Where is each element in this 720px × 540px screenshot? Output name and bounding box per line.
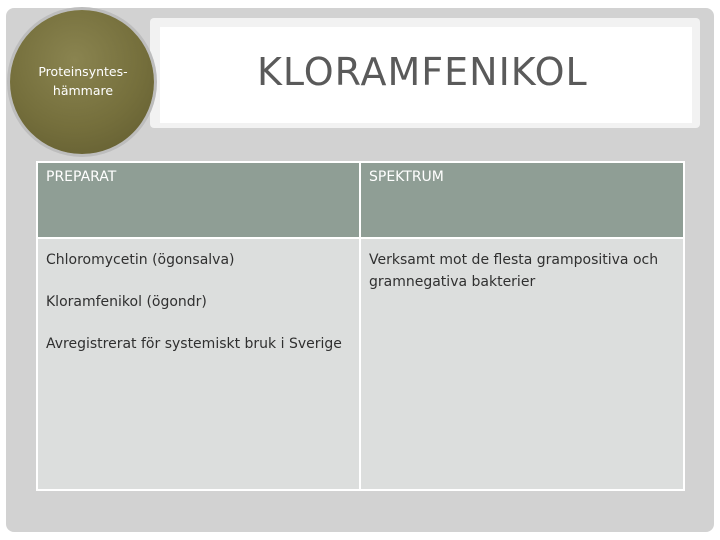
drug-table	[36, 161, 685, 491]
drug-form: (ögonsalva)	[152, 252, 235, 268]
spektrum-cell	[360, 238, 684, 490]
header-spektrum: SPEKTRUM	[360, 162, 684, 238]
drug-name: Kloramfenikol	[46, 294, 142, 310]
drug-form: (ögondr)	[146, 294, 207, 310]
slide-title: KLORAMFENIKOL	[257, 50, 588, 94]
list-item	[46, 291, 351, 313]
note-text: Avregistrerat för systemiskt bruk i Sverige	[46, 336, 342, 352]
drug-name: Chloromycetin	[46, 252, 148, 268]
preparat-cell	[37, 238, 360, 490]
spektrum-text: Verksamt mot de flesta grampositiva och gramnegativa bakterier	[369, 252, 659, 290]
table-header-row	[37, 162, 684, 238]
list-item	[46, 333, 351, 355]
header-preparat: PREPARAT	[37, 162, 360, 238]
list-item	[46, 249, 351, 271]
table-row	[37, 238, 684, 490]
category-badge-label: Proteinsyntes-hämmare	[38, 64, 128, 98]
